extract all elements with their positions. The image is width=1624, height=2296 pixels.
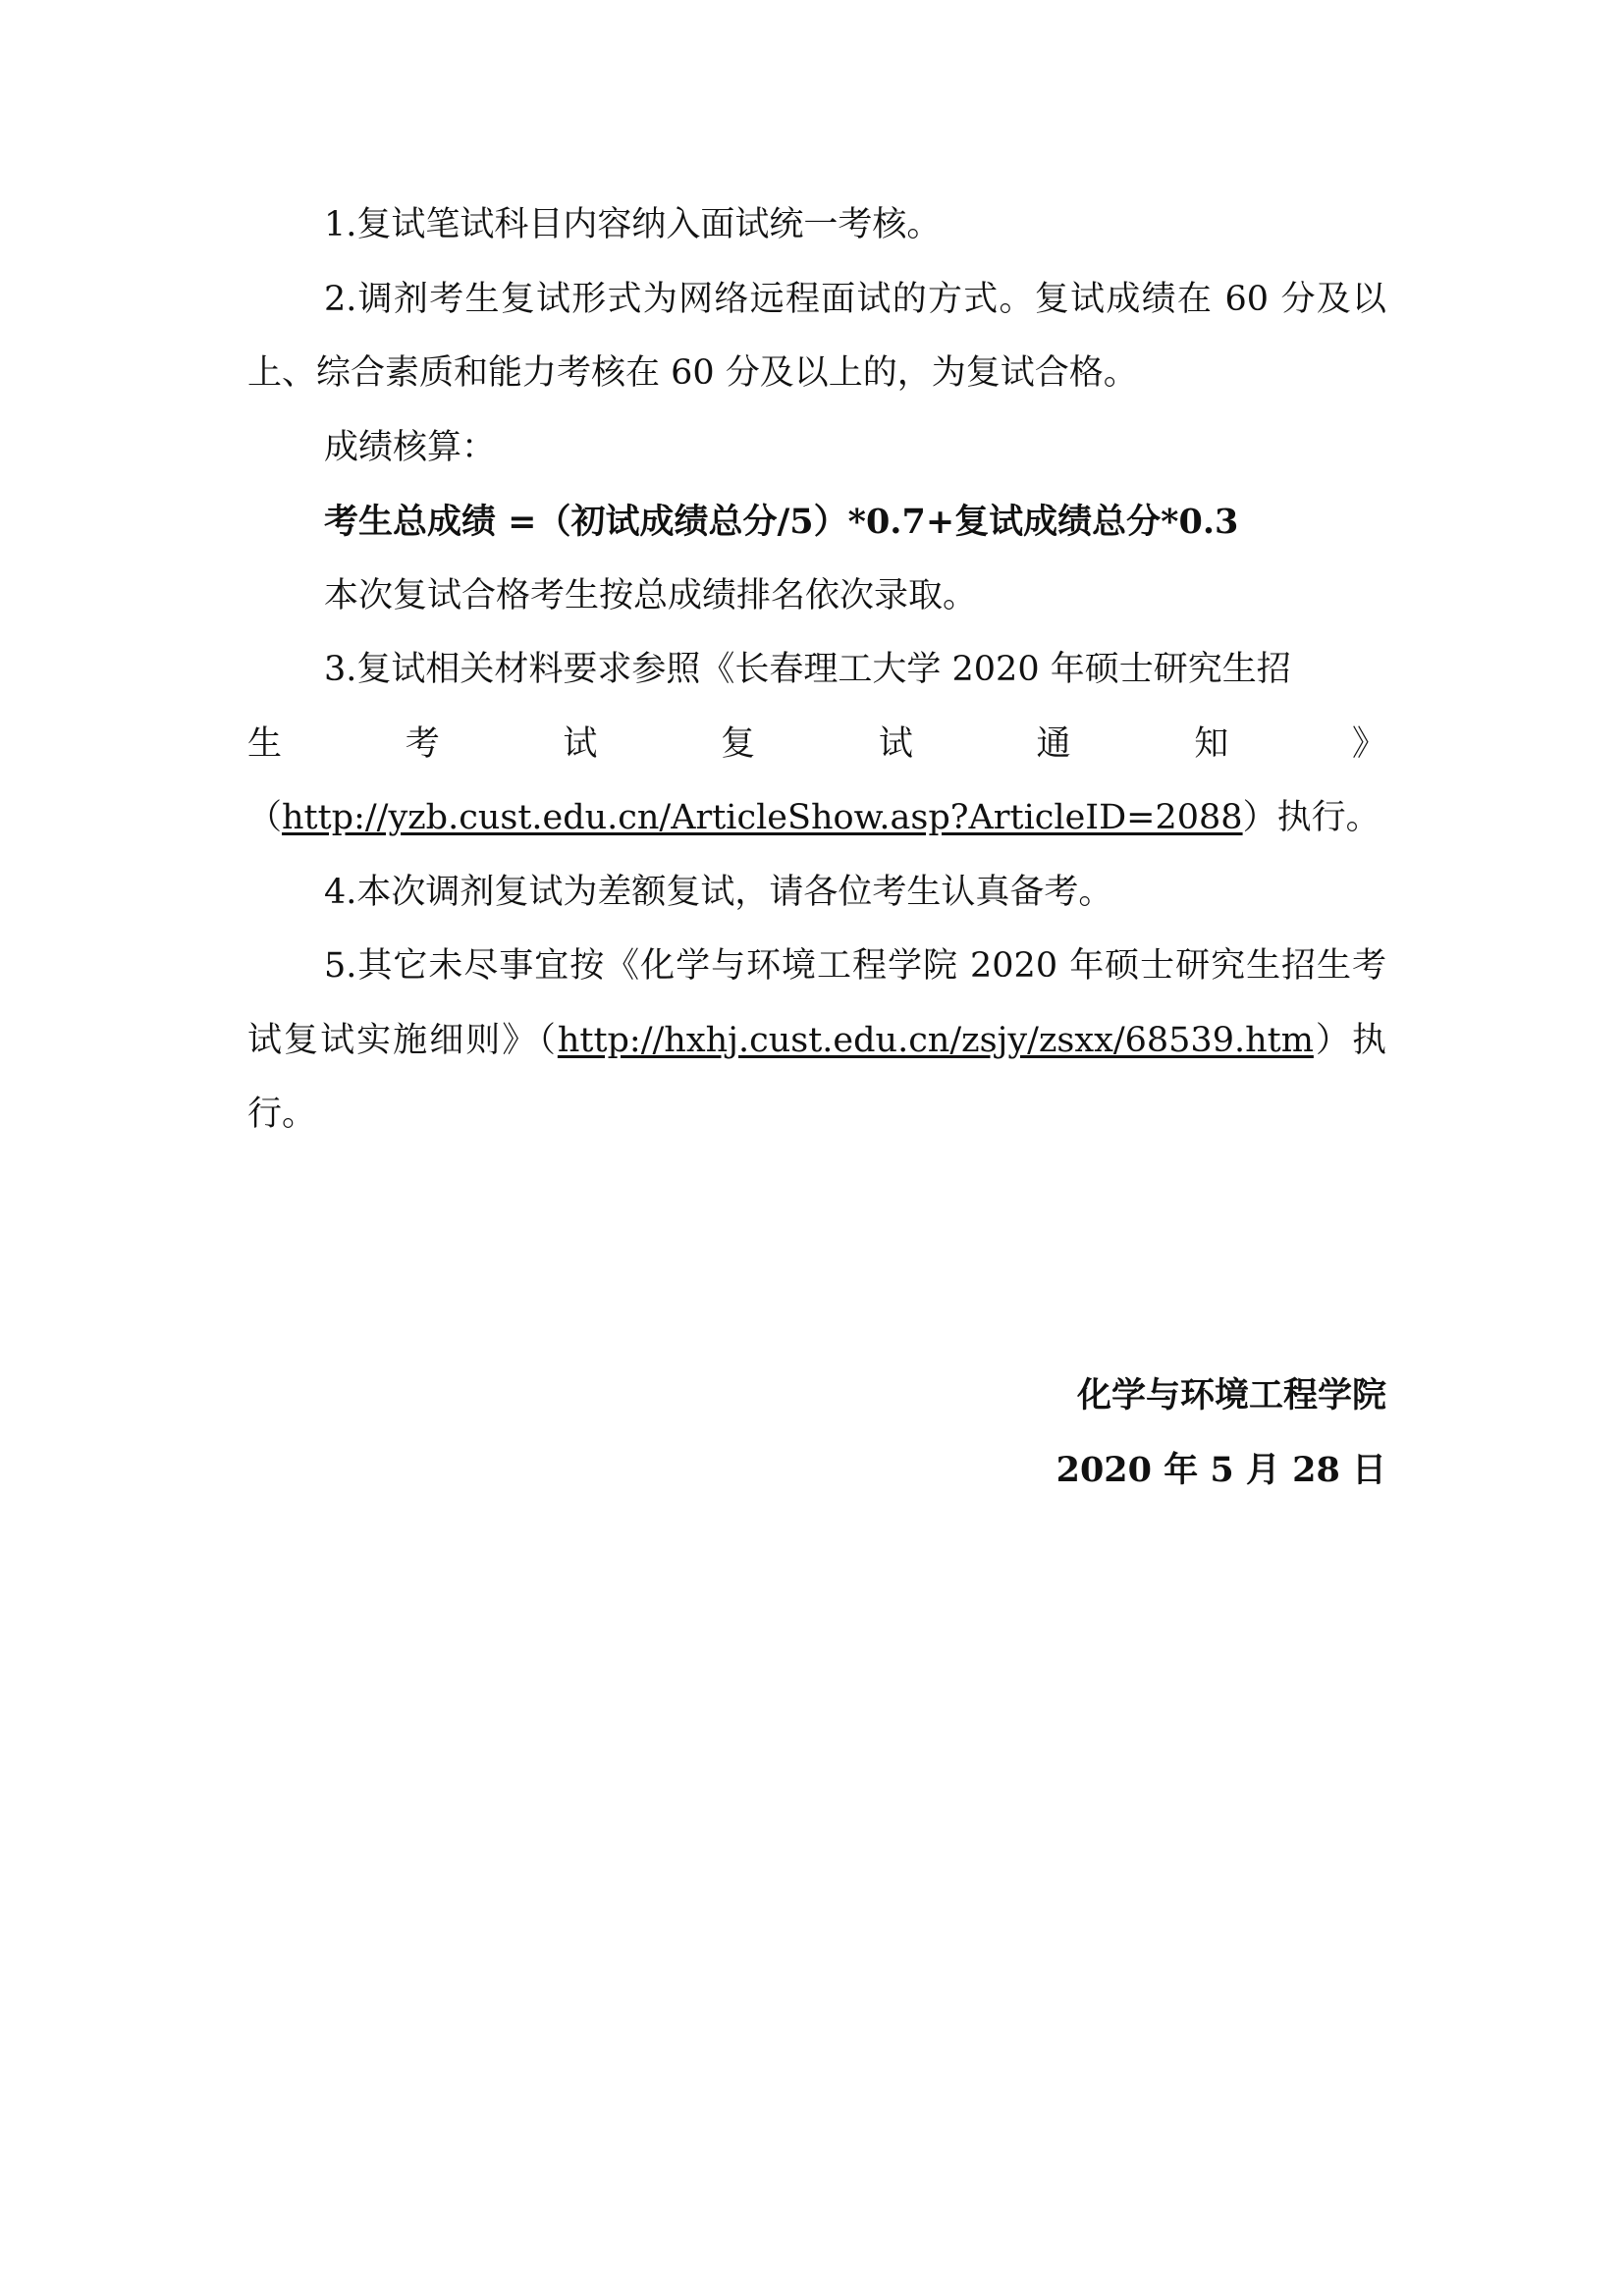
item-5-text: 5.其它未尽事宜按《化学与环境工程学院 2020 年硕士研究生招生考试复试实施细则》（ [247, 946, 1386, 1060]
item-5 [247, 930, 1386, 1152]
item-1: 1.复试笔试科目内容纳入面试统一考核。 [324, 205, 942, 244]
signature-org: 化学与环境工程学院 [1076, 1375, 1386, 1415]
notice-body [247, 188, 1386, 1152]
item-2: 2.调剂考生复试形式为网络远程面试的方式。复试成绩在 60 分及以上、综合素质和能力考核在 60 分及以上的，为复试合格。 [247, 279, 1386, 393]
item-3-line-3 [247, 781, 1386, 856]
item-3-char: 生 [247, 723, 283, 764]
item-3-close: ）执行。 [1242, 798, 1380, 837]
score-formula: 考生总成绩 =（初试成绩总分/5）*0.7+复试成绩总分*0.3 [324, 502, 1239, 542]
item-4: 4.本次调剂复试为差额复试，请各位考生认真备考。 [324, 872, 1113, 912]
item-3-line-1: 3.复试相关材料要求参照《长春理工大学 2020 年硕士研究生招 [324, 650, 1291, 689]
yzb-notice-link[interactable]: http://yzb.cust.edu.cn/ArticleShow.asp?ArticleID=2088 [282, 798, 1243, 837]
item-3-char: 复 [721, 723, 756, 764]
item-3-open-paren: （ [247, 798, 283, 837]
item-5-close: ）执行。 [247, 1020, 1386, 1134]
item-3-char: 试 [878, 723, 913, 764]
signature-date: 2020 年 5 月 28 日 [1056, 1449, 1386, 1490]
item-3-char: 》 [1351, 723, 1386, 764]
admission-rule: 本次复试合格考生按总成绩排名依次录取。 [324, 575, 978, 615]
item-3-line-2 [247, 708, 1386, 782]
score-calc-heading: 成绩核算： [324, 427, 497, 467]
hxhj-rules-link[interactable]: http://hxhj.cust.edu.cn/zsjy/zsxx/68539.htm [557, 1020, 1314, 1060]
item-3-char: 通 [1036, 723, 1071, 764]
item-3-char: 知 [1194, 723, 1229, 764]
signature-block [1056, 1359, 1386, 1507]
item-3-char: 考 [405, 723, 440, 764]
item-3-char: 试 [563, 723, 598, 764]
